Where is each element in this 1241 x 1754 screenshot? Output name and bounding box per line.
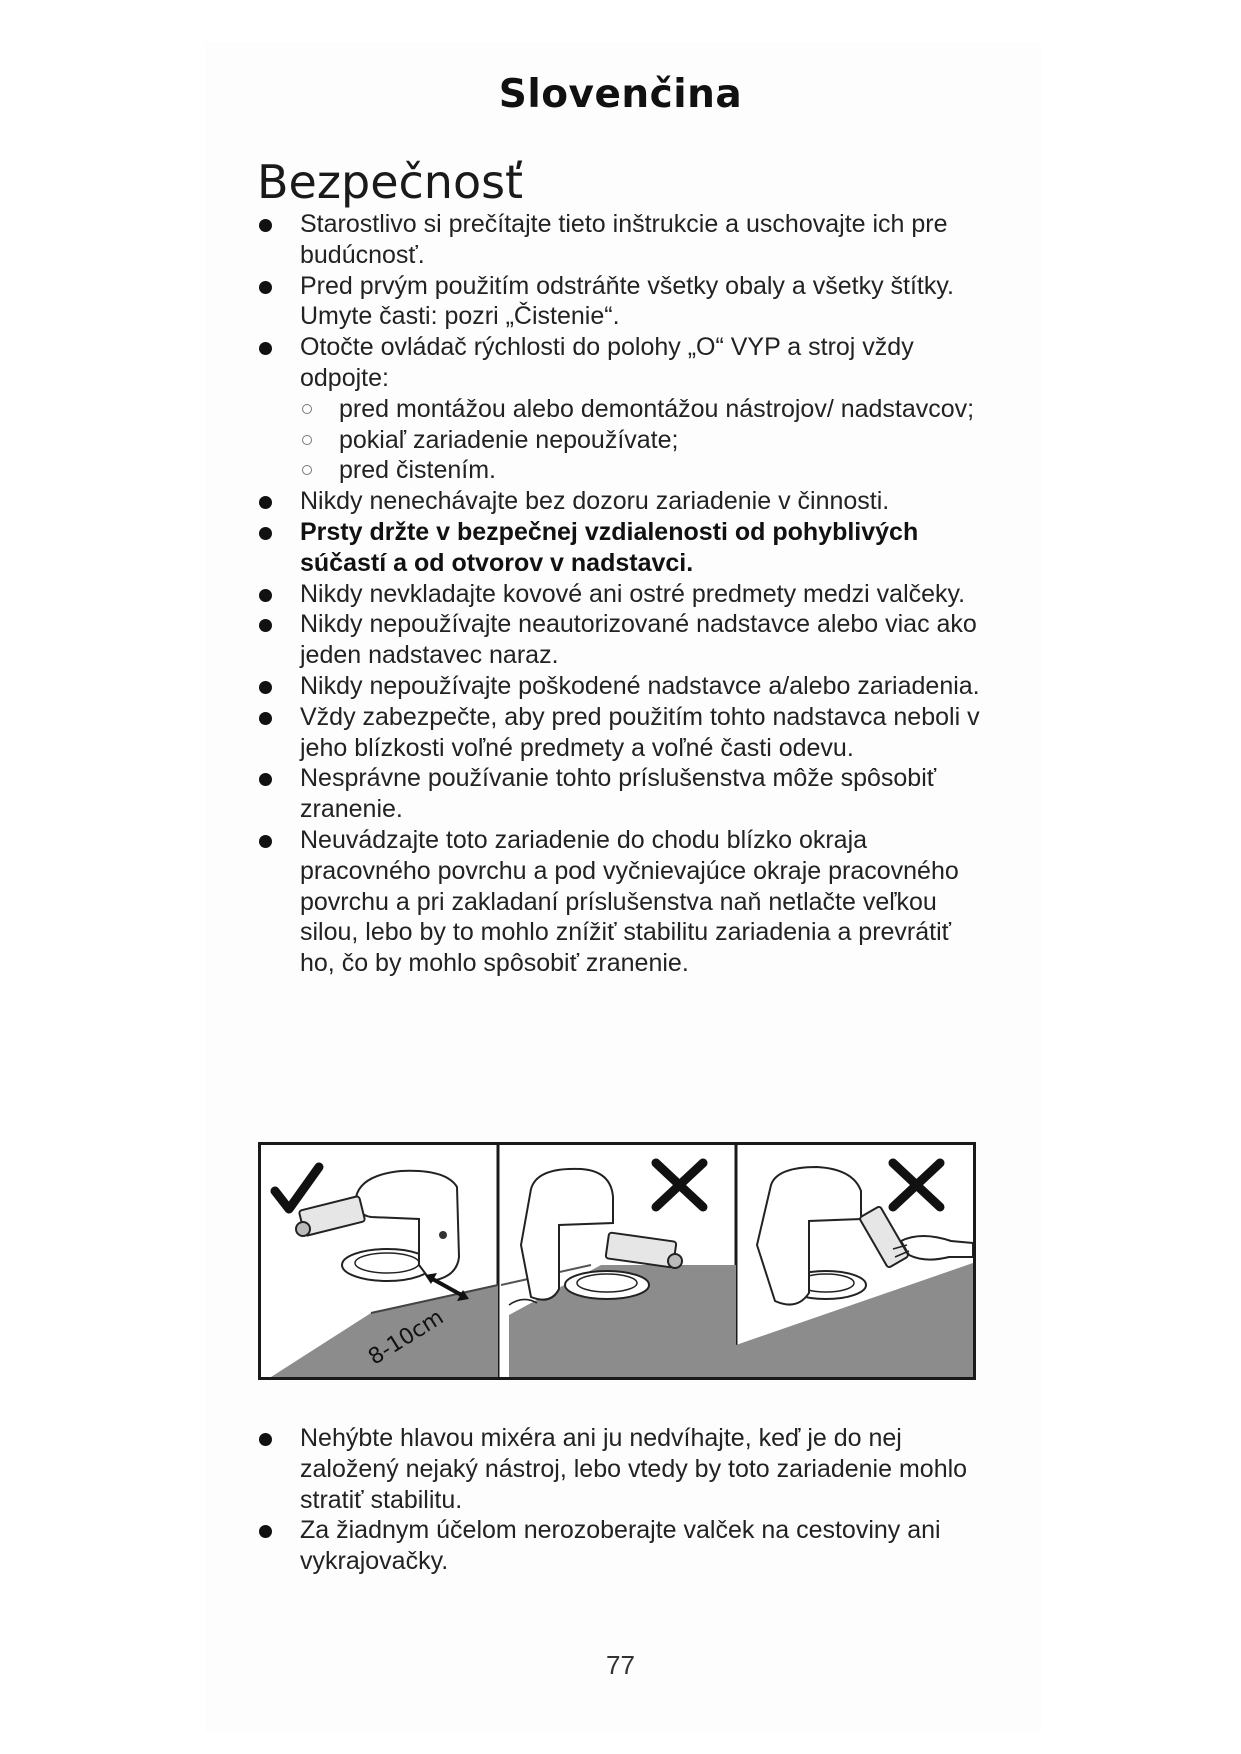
safety-list-top bbox=[300, 209, 990, 979]
hollow-bullet-icon bbox=[302, 435, 312, 445]
check-mark-icon bbox=[275, 1167, 319, 1209]
cross-mark-icon bbox=[656, 1163, 703, 1207]
list-item bbox=[300, 1423, 990, 1515]
sub-list-item-text: pred čistením. bbox=[339, 456, 497, 485]
list-item-text: Pred prvým použitím odstráňte všetky obaly a všetky štítky. Umyte časti: pozri „Čistenie“. bbox=[300, 271, 954, 331]
section-title: Bezpečnosť bbox=[257, 155, 524, 209]
list-item bbox=[300, 579, 990, 610]
list-item-text: Nikdy nenechávajte bez dozoru zariadenie v činnosti. bbox=[300, 487, 890, 516]
sub-list-item-text: pokiaľ zariadenie nepoužívate; bbox=[339, 425, 679, 454]
bullet-icon bbox=[259, 527, 272, 540]
list-item bbox=[300, 271, 990, 333]
list-item-text: Otočte ovládač rýchlosti do polohy „O“ VYP a stroj vždy odpojte: bbox=[300, 333, 914, 392]
list-item bbox=[300, 609, 990, 671]
distance-arrow bbox=[429, 1277, 465, 1297]
figure-illustration bbox=[261, 1145, 973, 1377]
hollow-bullet-icon bbox=[302, 465, 312, 475]
bullet-icon bbox=[259, 281, 272, 294]
sub-list-item bbox=[300, 455, 990, 486]
list-item bbox=[300, 209, 990, 271]
list-item-text: Starostlivo si prečítajte tieto inštrukcie a uschovajte ich pre budúcnosť. bbox=[300, 210, 948, 269]
list-item-bold-warning bbox=[300, 517, 990, 579]
list-item bbox=[300, 702, 990, 764]
distance-label: 8-10cm bbox=[364, 1304, 449, 1371]
panel-incorrect-pressing bbox=[736, 1163, 973, 1377]
list-item-text: Nikdy nevkladajte kovové ani ostré predmety medzi valčeky. bbox=[300, 579, 966, 608]
page-number: 77 bbox=[606, 1650, 635, 1680]
hollow-bullet-icon bbox=[302, 404, 312, 414]
list-item-text: Nikdy nepoužívajte neautorizované nadstavce alebo viac ako jeden nadstavec naraz. bbox=[300, 610, 977, 670]
list-item bbox=[300, 332, 990, 486]
list-item bbox=[300, 825, 990, 979]
sub-list-item bbox=[300, 394, 990, 425]
bullet-icon bbox=[259, 712, 272, 725]
list-item-text: Prsty držte v bezpečnej vzdialenosti od pohyblivých súčastí a od otvorov v nadstavci. bbox=[300, 517, 919, 577]
bullet-icon bbox=[259, 219, 272, 232]
bullet-icon bbox=[259, 1433, 272, 1446]
list-item bbox=[300, 671, 990, 702]
bullet-icon bbox=[259, 589, 272, 602]
sub-list-item-text: pred montážou alebo demontážou nástrojov/ nadstavcov; bbox=[339, 394, 975, 423]
sub-list-item bbox=[300, 425, 990, 456]
safety-list-bottom bbox=[300, 1423, 990, 1577]
list-item-text: Nikdy nepoužívajte poškodené nadstavce a/alebo zariadenia. bbox=[300, 671, 980, 700]
list-item-text: Za žiadnym účelom nerozoberajte valček na cestoviny ani vykrajovačky. bbox=[300, 1516, 941, 1576]
list-item-text: Nesprávne používanie tohto príslušenstva môže spôsobiť zranenie. bbox=[300, 764, 937, 824]
list-item-text: Neuvádzajte toto zariadenie do chodu blízko okraja pracovného povrchu a pod vyčnievajúce okraje pracovného povrchu a pri zakladaní príslušenstva naň netlačte veľkou silou, lebo by to mohlo znížiť stabilitu zariadenia a prevrátiť ho, čo by mohlo spôsobiť zranenie. bbox=[300, 825, 959, 978]
list-item bbox=[300, 1515, 990, 1577]
list-item bbox=[300, 486, 990, 517]
bullet-icon bbox=[259, 835, 272, 848]
list-item bbox=[300, 763, 990, 825]
list-item-text: Nehýbte hlavou mixéra ani ju nedvíhajte, keď je do nej založený nejaký nástroj, lebo vtedy by toto zariadenie mohlo stratiť stabilitu. bbox=[300, 1424, 968, 1514]
pasta-roller-attachment bbox=[859, 1206, 909, 1268]
language-title: Slovenčina bbox=[498, 72, 743, 117]
list-item-text: Vždy zabezpečte, aby pred použitím tohto nadstavca neboli v jeho blízkosti voľné predmety a voľné časti odevu. bbox=[300, 702, 980, 762]
cross-mark-icon bbox=[893, 1163, 940, 1207]
panel-correct bbox=[271, 1167, 498, 1377]
bullet-icon bbox=[259, 681, 272, 694]
hand-pressing-icon bbox=[901, 1236, 973, 1260]
mixer-placement-figure bbox=[258, 1142, 976, 1380]
panel-incorrect-overhang bbox=[501, 1163, 736, 1377]
pasta-roller-attachment bbox=[606, 1232, 677, 1267]
